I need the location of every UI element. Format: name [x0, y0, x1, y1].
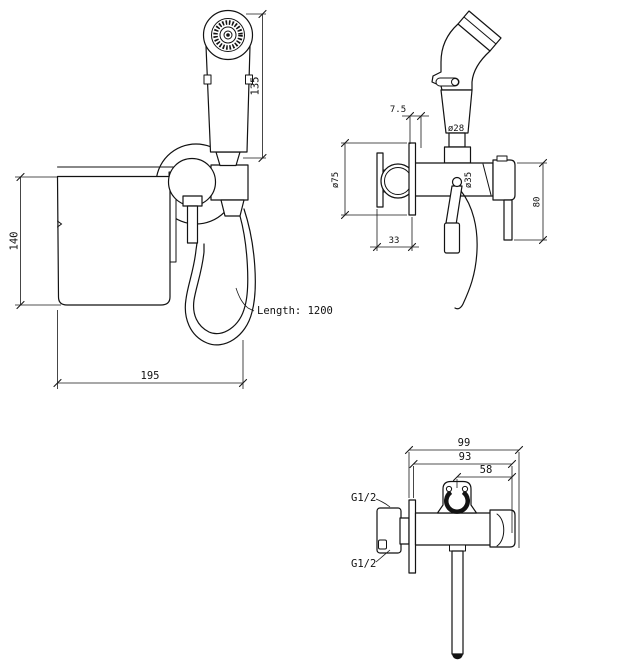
valve-body-top: [416, 510, 516, 547]
dim-label-7p5: 7.5: [389, 105, 407, 115]
sprayer-head-front: [204, 11, 253, 60]
dim-label-99: 99: [457, 437, 471, 449]
dimension-overall-width: [54, 310, 247, 389]
dim-label-195: 195: [140, 370, 160, 382]
thread-callout-top: [351, 492, 390, 507]
outlet-pipe-top: [450, 545, 466, 659]
wall-flange-top: [409, 500, 416, 573]
thread-label-top: G1/2: [351, 492, 377, 504]
hose-length-callout: [236, 288, 333, 317]
front-view: [9, 11, 333, 390]
dim-label-80: 80: [532, 196, 543, 208]
valve-body-side: [415, 156, 515, 240]
dim-label-135: 135: [249, 76, 262, 96]
hand-sprayer-front: [204, 11, 253, 166]
dim-label-93: 93: [458, 451, 472, 463]
hand-sprayer-side: [432, 11, 501, 163]
thread-label-bottom: G1/2: [351, 558, 377, 570]
inlet-connector: [377, 508, 409, 553]
dim-label-58: 58: [479, 464, 493, 476]
hose-length-label: Length: 1200: [257, 305, 333, 317]
top-view: [351, 437, 523, 659]
dim-label-33: 33: [388, 236, 400, 246]
wall-flange-side: [377, 143, 416, 215]
dimension-holder-height: [9, 174, 62, 309]
dimension-drop-height: [514, 160, 547, 244]
dim-label-d28: ø28: [447, 124, 465, 134]
dimension-head-offset: [390, 105, 429, 148]
dim-label-140: 140: [8, 231, 21, 251]
dim-label-d75: ø75: [331, 171, 341, 189]
shutoff-lever-front: [183, 196, 202, 243]
outlet-pipe-side: [504, 200, 512, 240]
dim-label-d35: ø35: [464, 171, 474, 189]
side-view: [331, 11, 547, 309]
